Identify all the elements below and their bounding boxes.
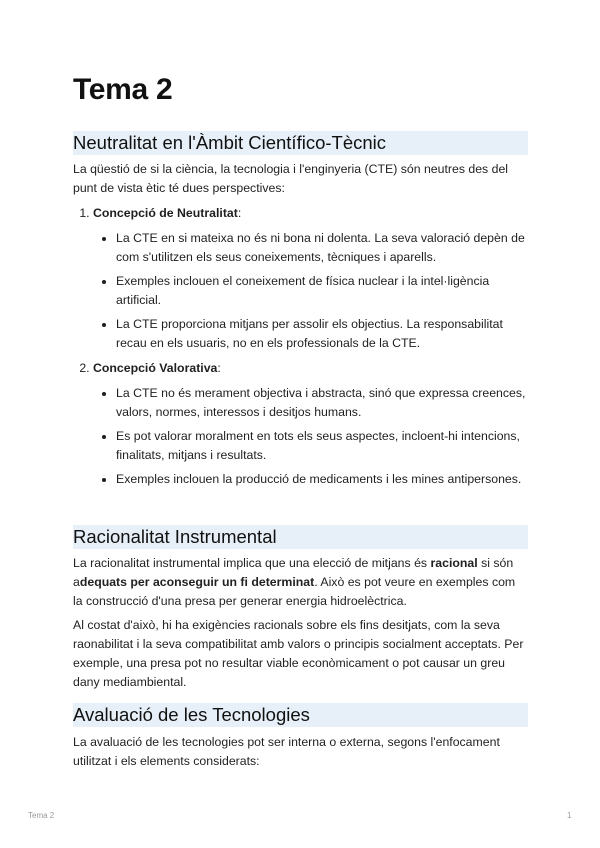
item-label: Concepció de Neutralitat [93, 206, 238, 220]
section-heading: Racionalitat Instrumental [73, 525, 528, 549]
bullet-item: • La CTE en si mateixa no és ni bona ni dolenta. La seva valoració depèn de com s'utilitzen els seus coneixements, tècniques i aparells. [116, 229, 528, 267]
section-intro: La avaluació de les tecnologies pot ser interna o externa, segons l'enfocament utilitzat i els elements considerats: [73, 735, 500, 768]
section-paragraph: La racionalitat instrumental implica que una elecció de mitjans és racional si són adequats per aconseguir un fi determinat. Això es pot veure en exemples com la construcció d'una presa per generar energia hidroelèctrica. [73, 556, 516, 608]
list-item: 2. Concepció Valorativa: • La CTE no és merament objectiva i abstracta, sinó que expressa creences, valors, normes, interessos i desitjos humans. • Es pot valorar moralment en tots els seus aspectes, incloent-hi intencions, finalitats, mitjans i resultats. • Exemples inclouen la producció de medicaments i les mines antipersones. [93, 359, 528, 489]
bullet-list [93, 384, 528, 489]
footer-title: Tema 2 [28, 811, 55, 820]
section-paragraph: Al costat d'això, hi ha exigències racionals sobre els fins desitjats, com la seva raonabilitat i la seva compatibilitat amb valors o principis socialment acceptats. Per exemple, una presa pot no resultar viable econòmicament o pot causar un greu dany mediambiental. [73, 618, 524, 689]
bullet-item: • Es pot valorar moralment en tots els seus aspectes, incloent-hi intencions, finalitats, mitjans i resultats. [116, 427, 528, 465]
section-racionalitat [73, 525, 528, 692]
page-number: 1 [567, 811, 572, 820]
section-heading: Neutralitat en l'Àmbit Científico-Tècnic [73, 131, 528, 155]
perspectives-list [73, 204, 528, 489]
item-label: Concepció Valorativa [93, 361, 218, 375]
page-title: Tema 2 [73, 73, 173, 106]
bullet-item: • La CTE no és merament objectiva i abstracta, sinó que expressa creences, valors, normes, interessos i desitjos humans. [116, 384, 528, 422]
bullet-item: • La CTE proporciona mitjans per assolir els objectius. La responsabilitat recau en els usuaris, no en els professionals de la CTE. [116, 315, 528, 353]
bullet-list [93, 229, 528, 353]
section-intro: La qüestió de si la ciència, la tecnologia i l'enginyeria (CTE) són neutres des del punt de vista ètic té dues perspectives: [73, 162, 509, 195]
list-item: 1. Concepció de Neutralitat: • La CTE en si mateixa no és ni bona ni dolenta. La seva valoració depèn de com s'utilitzen els seus coneixements, tècniques i aparells. • Exemples inclouen el coneixement de física nuclear i la intel·ligència artificial. • La CTE proporciona mitjans per assolir els objectius. La responsabilitat recau en els usuaris, no en els professionals de la CTE. [93, 204, 528, 353]
section-neutralitat [73, 131, 528, 495]
bullet-item: • Exemples inclouen la producció de medicaments i les mines antipersones. [116, 470, 528, 489]
bullet-item: • Exemples inclouen el coneixement de física nuclear i la intel·ligència artificial. [116, 272, 528, 310]
section-avaluacio [73, 703, 528, 771]
section-heading: Avaluació de les Tecnologies [73, 703, 528, 727]
